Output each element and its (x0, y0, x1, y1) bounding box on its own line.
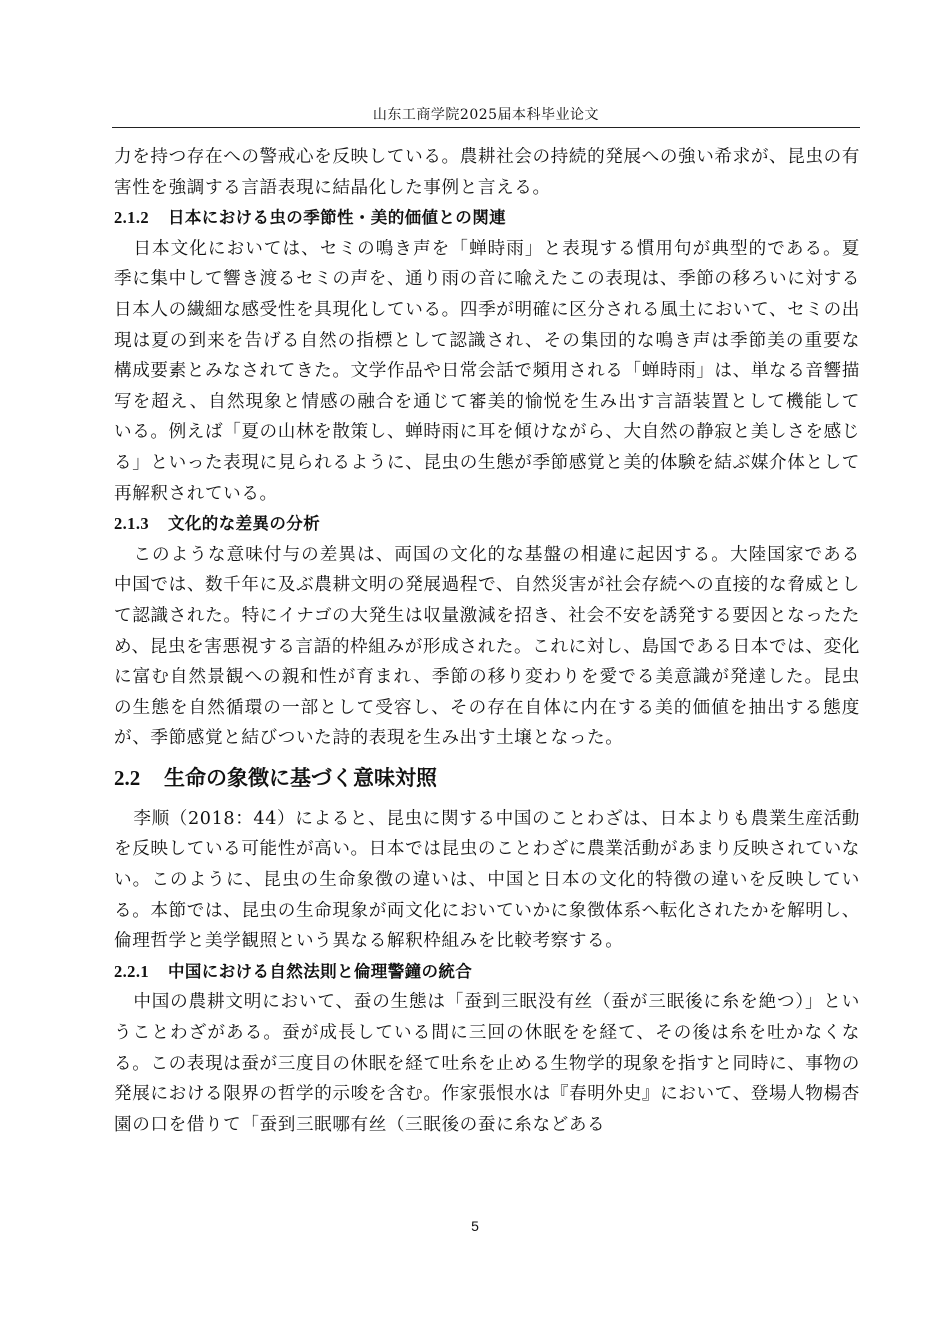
section-number: 2.1.3 (114, 514, 149, 534)
section-title: 生命の象徴に基づく意味対照 (164, 765, 437, 790)
section-title: 日本における虫の季節性・美的価値との関連 (168, 208, 506, 228)
page-number: 5 (471, 1218, 479, 1234)
section-number: 2.2.1 (114, 961, 149, 981)
section-paragraph: 日本文化においては、セミの鳴き声を「蝉時雨」と表現する慣用句が典型的である。夏季に集中して響き渡るセミの声を、通り雨の音に喩えたこの表現は、季節の移ろいに対する日本人の繊細な感受性を具現化している。四季が明確に区分される風土において、セミの出現は夏の到来を告げる自然の指標として認識され、その集団的な鳴き声は季節美の重要な構成要素とみなされてきた。文学作品や日常会話で頻用される「蝉時雨」は、単なる音響描写を超え、自然現象と情感の融合を通じて審美的愉悦を生み出す言語装置として機能している。例えば「夏の山林を散策し、蝉時雨に耳を傾けながら、大自然の静寂と美しさを感じる」といった表現に見られるように、昆虫の生態が季節感覚と美的体験を結ぶ媒介体として再解釈されている。 (114, 238, 860, 504)
section-paragraph: 李顺（2018：44）によると、昆虫に関する中国のことわざは、日本よりも農業生産活動を反映している可能性が高い。日本では昆虫のことわざに農業活動があまり反映されていない。このように、昆虫の生命象徴の違いは、中国と日本の文化的特徴の違いを反映している。本節では、昆虫の生命現象が両文化においていかに象徴体系へ転化されたかを解明し、倫理哲学と美学観照という異なる解釈枠組みを比較考察する。 (114, 808, 860, 952)
section-heading-2-2-1 (114, 957, 860, 988)
page-content (114, 142, 860, 1140)
intro-paragraph: 力を持つ存在への警戒心を反映している。農耕社会の持続的発展への強い希求が、昆虫の有害性を強調する言語表現に結晶化した事例と言える。 (114, 147, 860, 198)
section-heading-2-2 (114, 760, 860, 796)
section-heading-2-1-3 (114, 509, 860, 540)
section-title: 中国における自然法則と倫理警鐘の統合 (168, 961, 473, 981)
section-number: 2.1.2 (114, 208, 149, 228)
section-heading-2-1-2 (114, 203, 860, 234)
header-rule (112, 127, 860, 128)
section-paragraph: 中国の農耕文明において、蚕の生態は「蚕到三眠没有丝（蚕が三眠後に糸を絶つ）」ということわざがある。蚕が成長している間に三回の休眠をを経て、その後は糸を吐かなくなる。この表現は蚕が三度目の休眠を経て吐糸を止める生物学的現象を指すと同時に、事物の発展における限界の哲学的示唆を含む。作家張恨水は『春明外史』において、登場人物楊杏園の口を借りて「蚕到三眠哪有丝（三眠後の蚕に糸などある (114, 992, 860, 1135)
section-number: 2.2 (114, 765, 141, 790)
section-title: 文化的な差異の分析 (168, 514, 321, 534)
running-header: 山东工商学院2025届本科毕业论文 (372, 107, 600, 123)
section-paragraph: このような意味付与の差異は、両国の文化的な基盤の相違に起因する。大陸国家である中国では、数千年に及ぶ農耕文明の発展過程で、自然災害が社会存続への直接的な脅威として認識された。特にイナゴの大発生は収量激減を招き、社会不安を誘発する要因となったため、昆虫を害悪視する言語的枠組みが形成された。これに対し、島国である日本では、変化に富む自然景観への親和性が育まれ、季節の移り変わりを愛でる美意識が発達した。昆虫の生態を自然循環の一部として受容し、その存在自体に内在する美的価値を抽出する態度が、季節感覚と結びついた詩的表現を生み出す土壌となった。 (114, 544, 860, 749)
